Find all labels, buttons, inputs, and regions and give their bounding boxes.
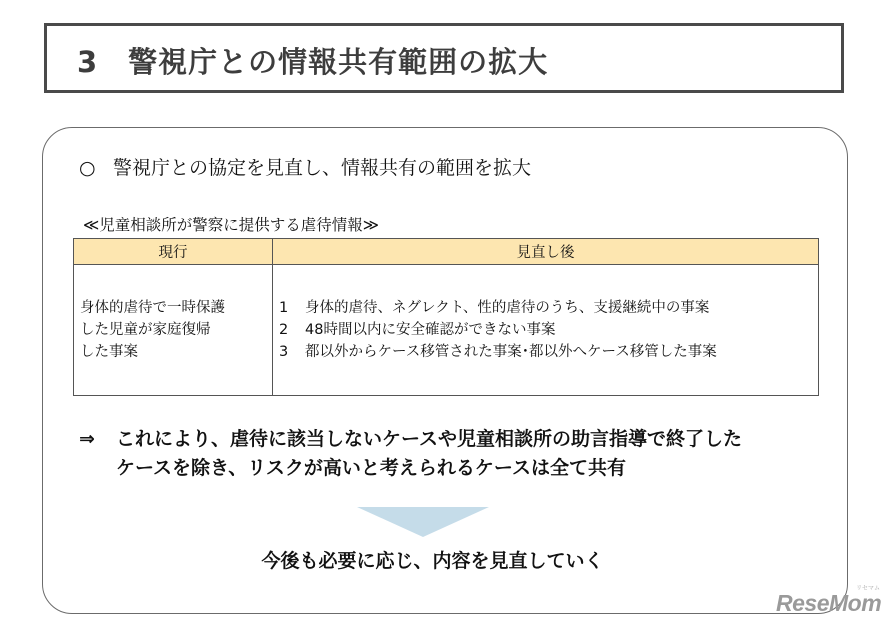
item-text: 48時間以内に安全確認ができない事案	[305, 322, 556, 338]
page-title: 3 警視庁との情報共有範囲の拡大	[77, 45, 549, 79]
table-header-row	[74, 239, 819, 265]
header-current: 現行	[74, 239, 273, 265]
resemom-logo: ReseMom	[776, 590, 882, 616]
current-line: した事案	[80, 344, 138, 360]
current-cell	[74, 265, 273, 396]
note-line-1: これにより、虐待に該当しないケースや児童相談所の助言指導で終了した	[116, 428, 743, 450]
resemom-logo-kana: リセマム	[856, 585, 880, 592]
right-arrow-icon: ⇒	[79, 428, 95, 450]
item-number: 3	[279, 344, 289, 360]
note-line-2: ケースを除き、リスクが高いと考えられるケースは全て共有	[116, 457, 626, 479]
revised-cell	[273, 265, 819, 396]
info-table	[73, 238, 819, 396]
result-note	[79, 425, 742, 483]
down-arrow-icon	[357, 507, 489, 537]
circle-bullet-icon: ○	[79, 157, 96, 179]
conclusion-text: 今後も必要に応じ、内容を見直していく	[261, 550, 604, 572]
intro-text: 警視庁との協定を見直し、情報共有の範囲を拡大	[113, 157, 532, 179]
table-row	[74, 265, 819, 396]
current-line: した児童が家庭復帰	[80, 322, 211, 338]
item-number: 2	[279, 322, 289, 338]
revised-item	[279, 341, 812, 363]
revised-item	[279, 319, 812, 341]
item-text: 都以外からケース移管された事案･都以外へケース移管した事案	[305, 344, 717, 360]
item-text: 身体的虐待、ネグレクト、性的虐待のうち、支援継続中の事案	[305, 300, 710, 316]
item-number: 1	[279, 300, 289, 316]
conclusion	[0, 546, 893, 573]
revised-item	[279, 297, 812, 319]
intro-line	[79, 153, 531, 180]
current-line: 身体的虐待で一時保護	[80, 300, 225, 316]
table-caption: ≪児童相談所が警察に提供する虐待情報≫	[83, 216, 379, 234]
title-box	[44, 23, 844, 93]
header-revised: 見直し後	[273, 239, 819, 265]
